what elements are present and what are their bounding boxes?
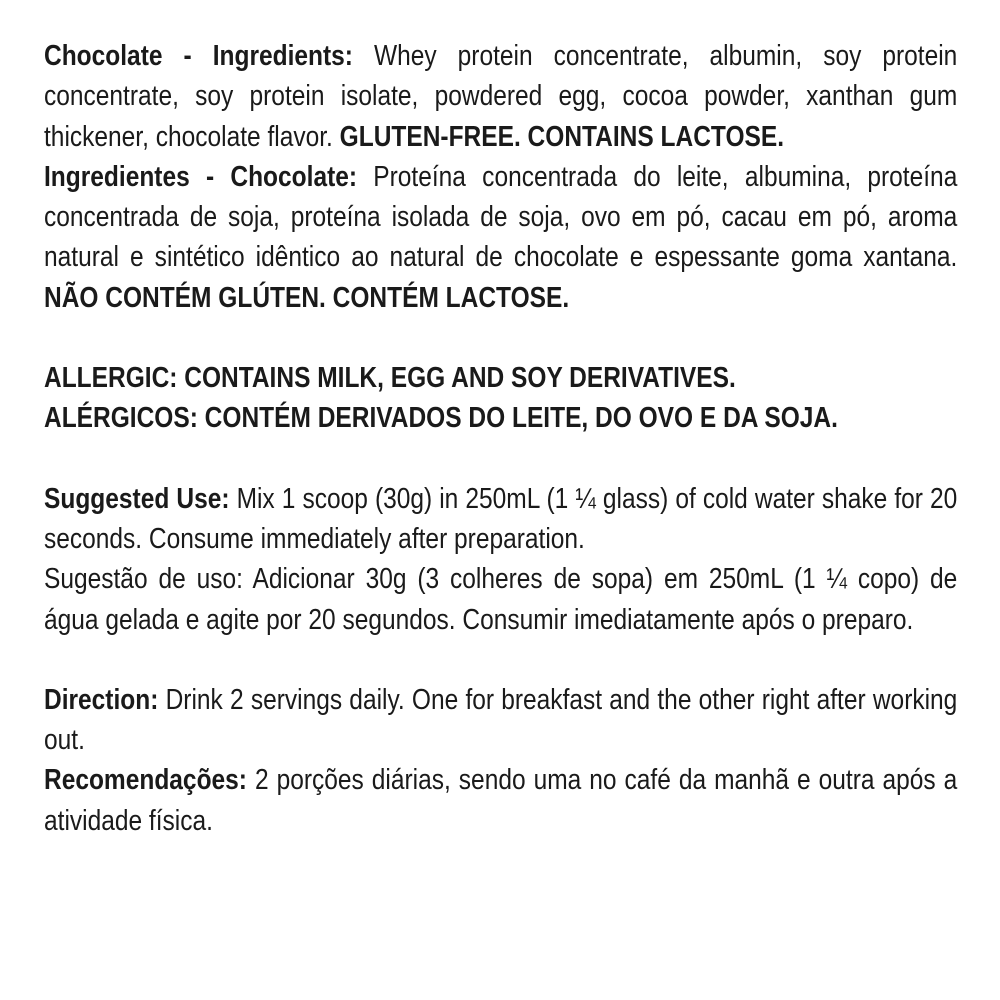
- direction-portuguese-text: 2 porções diárias, sendo uma no café da manhã e outra após a atividade física.: [44, 764, 958, 837]
- ingredients-portuguese-text: Proteína concentrada do leite, albumina, proteína concentrada de soja, proteína isolada de soja, ovo em pó, cacau em pó, aroma natural e sintético idêntico ao natural de chocolate e espessante goma xantana.: [44, 160, 958, 274]
- direction-english-text: Drink 2 servings daily. One for breakfast and the other right after working out.: [44, 683, 958, 757]
- allergens-english: [44, 358, 957, 398]
- section-spacer: [44, 439, 957, 479]
- ingredients-english: [44, 36, 957, 157]
- ingredients-english-heading: Chocolate - Ingredients:: [44, 40, 353, 72]
- allergens-english-text: ALLERGIC: CONTAINS MILK, EGG AND SOY DERIVATIVES.: [44, 362, 736, 395]
- ingredients-portuguese: [44, 157, 957, 318]
- ingredients-portuguese-heading: Ingredientes - Chocolate:: [44, 160, 358, 193]
- product-label-text: [44, 36, 957, 841]
- direction-english: [44, 680, 957, 761]
- direction-heading: Direction:: [44, 683, 159, 716]
- suggested-use-heading: Suggested Use:: [44, 482, 230, 515]
- section-spacer: [44, 318, 957, 358]
- recommendations-heading: Recomendações:: [44, 764, 247, 797]
- suggested-use-english-text: Mix 1 scoop (30g) in 250mL (1 ¼ glass) of cold water shake for 20 seconds. Consume immediately after preparation.: [44, 482, 958, 555]
- allergens-portuguese: [44, 398, 957, 438]
- section-spacer: [44, 640, 957, 680]
- suggested-use-portuguese-text: Sugestão de uso: Adicionar 30g (3 colheres de sopa) em 250mL (1 ¼ copo) de água gelada e agite por 20 segundos. Consumir imediatamente após o preparo.: [44, 563, 958, 636]
- ingredients-english-warning: GLUTEN-FREE. CONTAINS LACTOSE.: [339, 120, 785, 153]
- suggested-use-portuguese: [44, 559, 957, 640]
- ingredients-english-text: Whey protein concentrate, albumin, soy protein concentrate, soy protein isolate, powdered egg, cocoa powder, xanthan gum thickener, chocolate flavor.: [44, 40, 958, 153]
- suggested-use-english: [44, 479, 957, 560]
- direction-portuguese: [44, 760, 957, 841]
- ingredients-portuguese-warning: NÃO CONTÉM GLÚTEN. CONTÉM LACTOSE.: [44, 281, 570, 314]
- allergens-portuguese-text: ALÉRGICOS: CONTÉM DERIVADOS DO LEITE, DO OVO E DA SOJA.: [44, 402, 838, 435]
